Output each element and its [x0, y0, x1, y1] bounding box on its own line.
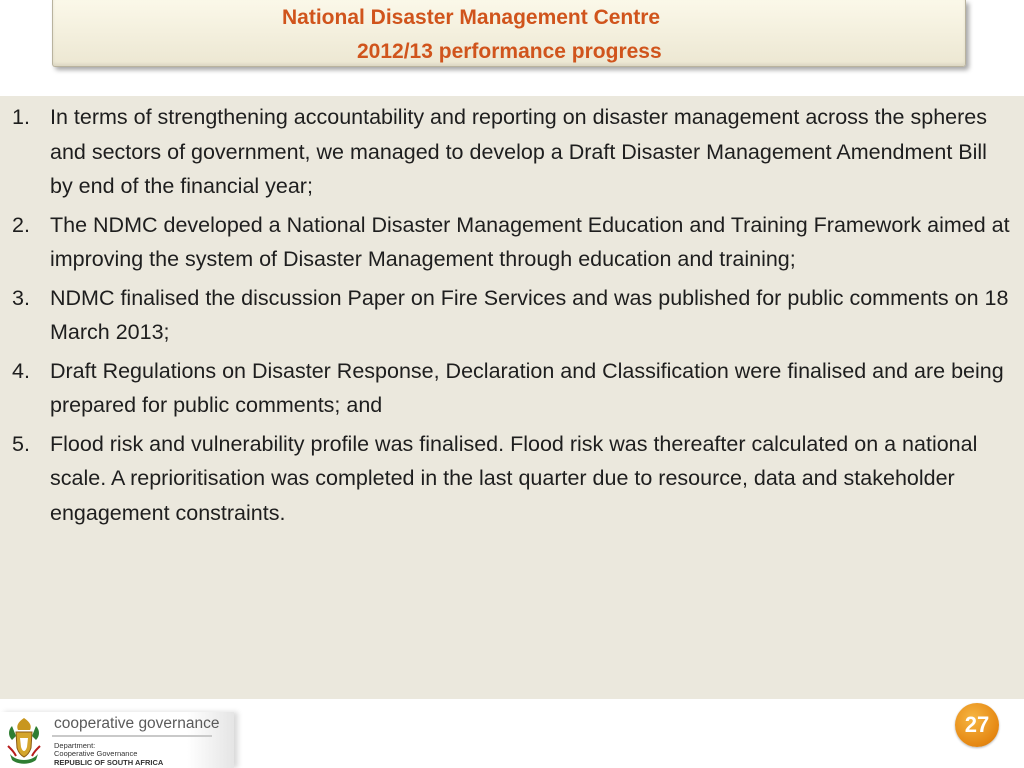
list-item-text: Flood risk and vulnerability profile was finalised. Flood risk was thereafter calculated on a national scale. A reprioritisation was completed in the last quarter due to resource, data and stakeholder engagement constraints. [50, 431, 978, 525]
slide-subtitle: 2012/13 performance progress [357, 40, 662, 63]
list-item [0, 100, 1010, 204]
logo-country: REPUBLIC OF SOUTH AFRICA [54, 758, 164, 767]
list-item [0, 281, 1010, 350]
logo-divider [52, 735, 212, 737]
logo-name: cooperative governance [54, 715, 220, 732]
list-item-text: The NDMC developed a National Disaster Management Education and Training Framework aimed at improving the system of Disaster Management through education and training; [50, 212, 1010, 271]
list-item [0, 354, 1010, 423]
logo-department-name: Cooperative Governance [54, 749, 138, 758]
department-logo [0, 712, 234, 768]
list-item-number: 3. [12, 285, 30, 310]
list-item-number: 4. [12, 358, 30, 383]
list-item-number: 5. [12, 431, 30, 456]
content-panel [0, 96, 1024, 699]
slide-title: National Disaster Management Centre [282, 6, 661, 29]
page-number-badge: 27 [955, 703, 999, 747]
logo-department-label: Department: [54, 741, 96, 750]
list-item-text: NDMC finalised the discussion Paper on Fire Services and was published for public comments on 18 March 2013; [50, 285, 1009, 344]
coat-of-arms-icon [2, 716, 46, 766]
list-item [0, 427, 1010, 531]
title-box [52, 0, 966, 67]
list-item [0, 208, 1010, 277]
list-item-number: 2. [12, 212, 30, 237]
list-item-number: 1. [12, 105, 30, 129]
progress-list [0, 100, 1010, 534]
list-item-text: In terms of strengthening accountability and reporting on disaster management across the spheres and sectors of government, we managed to develop a Draft Disaster Management Amendment Bill by end of the financial year; [50, 105, 987, 198]
list-item-text: Draft Regulations on Disaster Response, Declaration and Classification were finalised and are being prepared for public comments; and [50, 358, 1004, 417]
